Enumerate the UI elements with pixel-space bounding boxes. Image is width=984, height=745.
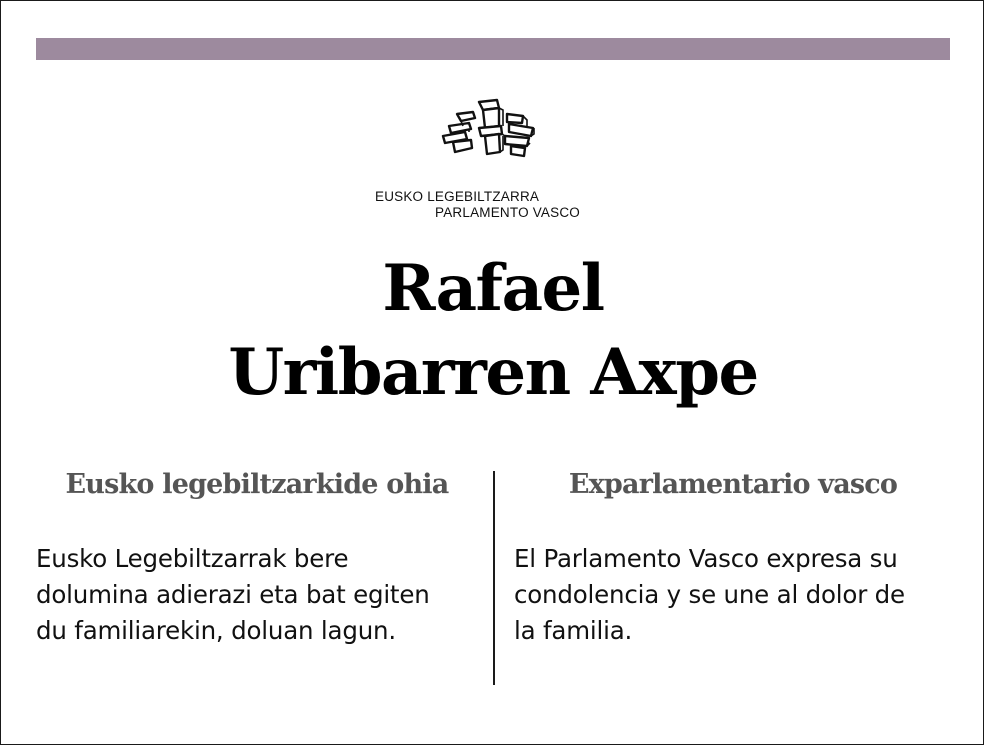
- column-divider: [493, 471, 495, 685]
- right-column-title: Exparlamentario vasco: [568, 469, 898, 500]
- right-text-line: la familia.: [514, 616, 633, 645]
- left-text-line: dolumina adierazi eta bat egiten: [36, 580, 430, 609]
- deceased-first-name: Rafael: [382, 251, 604, 326]
- left-text-line: Eusko Legebiltzarrak bere: [36, 544, 349, 573]
- basque-parliament-emblem-icon: [439, 96, 543, 162]
- deceased-surnames: Uribarren Axpe: [228, 335, 758, 410]
- logo: [1, 96, 984, 226]
- left-column-text: [36, 541, 476, 649]
- left-text-line: du familiarekin, doluan lagun.: [36, 616, 396, 645]
- logo-text-basque: EUSKO LEGEBILTZARRA: [375, 189, 540, 204]
- logo-text-spanish: PARLAMENTO VASCO: [435, 205, 580, 220]
- right-text-line: El Parlamento Vasco expresa su: [514, 544, 898, 573]
- right-column-text: [514, 541, 954, 649]
- right-text-line: condolencia y se une al dolor de: [514, 580, 905, 609]
- accent-bar: [36, 38, 950, 60]
- left-column-title: Eusko legebiltzarkide ohia: [65, 469, 449, 500]
